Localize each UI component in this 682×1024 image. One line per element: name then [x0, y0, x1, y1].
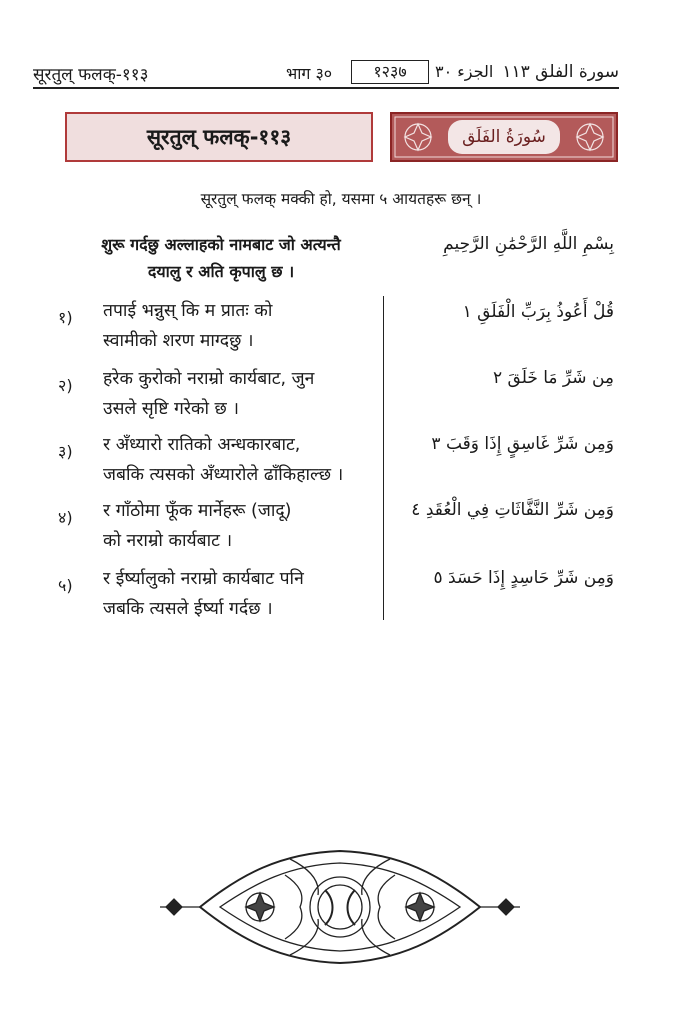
verse-line: उसले सृष्टि गरेको छ । — [103, 399, 240, 419]
verse-arabic: وَمِن شَرِّ حَاسِدٍ إِذَا حَسَدَ ٥ — [433, 568, 614, 588]
verse-line: स्वामीको शरण माग्दछु । — [103, 331, 254, 351]
column-divider — [383, 296, 384, 620]
verse-arabic: وَمِن شَرِّ النَّفَّاثَاتِ فِي الْعُقَدِ ٤ — [411, 500, 614, 520]
header-surah-ar: سورة الفلق ١١٣ — [502, 62, 619, 82]
bismillah-translation — [66, 231, 376, 285]
verse-number: २) — [58, 376, 73, 395]
header-juz-ar: الجزء ٣٠ — [435, 62, 494, 81]
verse-arabic: مِن شَرِّ مَا خَلَقَ ٢ — [492, 368, 614, 388]
surah-intro: सूरतुल् फलक् मक्की हो, यसमा ५ आयतहरू छन् । — [200, 190, 482, 208]
verse-number: ४) — [58, 508, 73, 527]
header-part: भाग ३० — [286, 64, 333, 83]
verse-line: तपाई भन्नुस् कि म प्रातः को — [103, 301, 273, 321]
arabic-title: سُورَةُ الفَلَق — [448, 120, 560, 154]
verse-translation — [103, 564, 376, 624]
verse-line: को नराम्रो कार्यबाट । — [103, 531, 233, 551]
verse-arabic: وَمِن شَرِّ غَاسِقٍ إِذَا وَقَبَ ٣ — [431, 434, 614, 454]
verse-line: हरेक कुरोको नराम्रो कार्यबाट, जुन — [103, 369, 315, 389]
verse-number: ३) — [58, 442, 73, 461]
verse-line: जबकि त्यसको अँध्यारोले ढाँकिहाल्छ । — [103, 465, 344, 485]
surah-title-box — [65, 112, 373, 162]
bismillah-arabic: بِسْمِ اللَّهِ الرَّحْمَٰنِ الرَّحِيمِ — [443, 234, 614, 254]
verse-translation — [103, 430, 376, 490]
surah-title: सूरतुल् फलक्-११३ — [146, 125, 292, 149]
verse-number: ५) — [58, 576, 73, 595]
page-header — [33, 58, 619, 88]
arabic-title-ornament — [390, 112, 618, 162]
bismillah-line-2: दयालु र अति कृपालु छ । — [147, 262, 295, 281]
verse-translation — [103, 364, 376, 424]
verse-number: १) — [58, 308, 73, 327]
verse-line: र अँध्यारो रातिको अन्धकारबाट, — [103, 435, 301, 455]
verse-line: जबकि त्यसले ईर्ष्या गर्दछ । — [103, 599, 273, 619]
verse-translation — [103, 496, 376, 556]
header-rule — [33, 87, 619, 89]
bismillah-line-1: शुरू गर्दछु अल्लाहको नामबाट जो अत्यन्तै — [101, 235, 341, 254]
verse-line: र गाँठोमा फूँक मार्नेहरू (जादू) — [103, 501, 292, 521]
end-ornament-icon — [160, 845, 520, 970]
verse-line: र ईर्ष्यालुको नराम्रो कार्यबाट पनि — [103, 569, 304, 589]
verse-translation — [103, 296, 376, 356]
page-number: १२३७ — [351, 60, 429, 84]
header-surah-np: सूरतुल् फलक्-११३ — [33, 65, 149, 85]
verse-arabic: قُلْ أَعُوذُ بِرَبِّ الْفَلَقِ ١ — [462, 302, 614, 322]
